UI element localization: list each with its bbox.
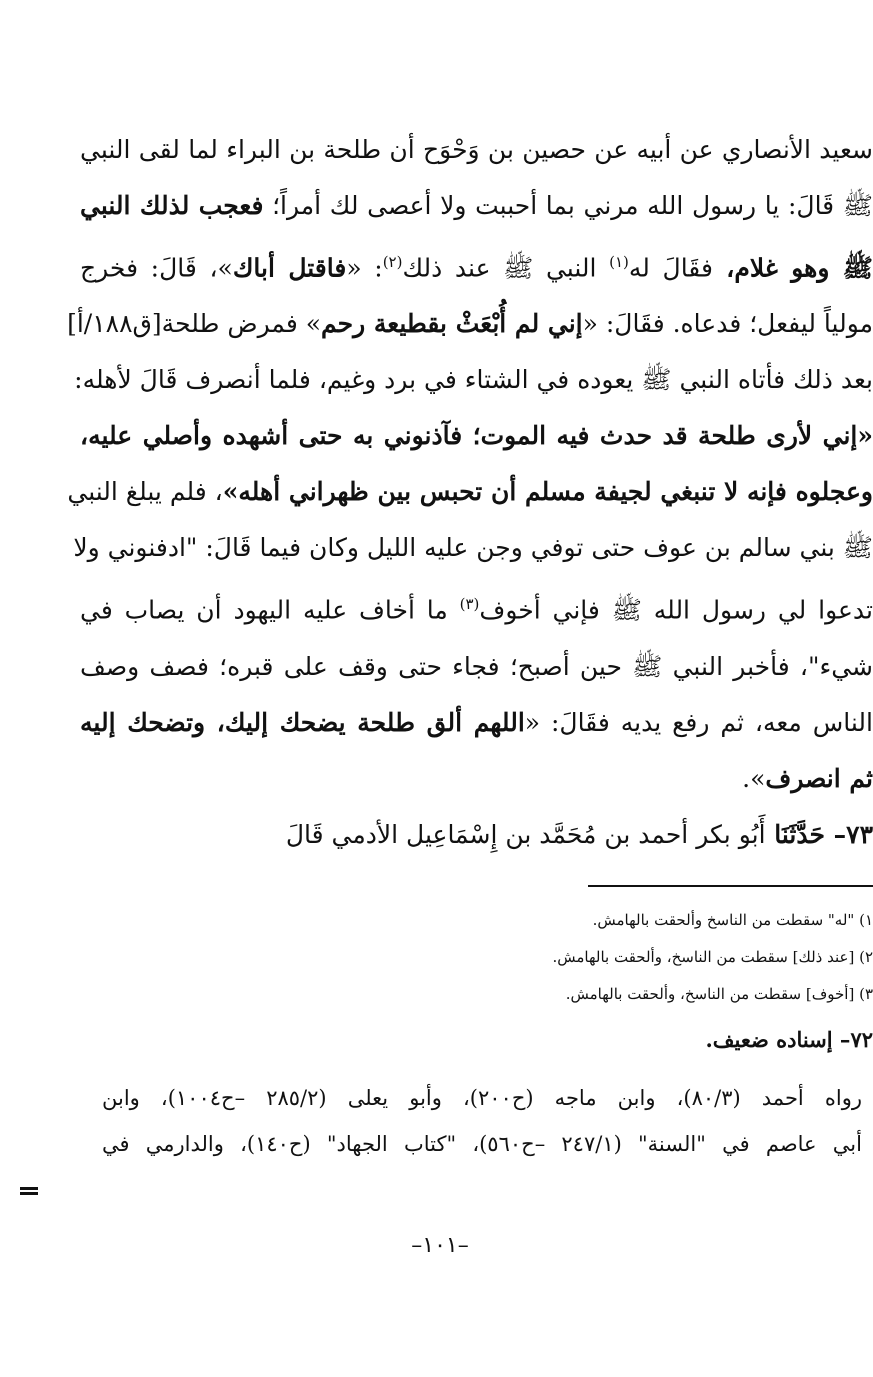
text-run: فقَالَ له: [628, 253, 713, 283]
text-run: : «: [346, 253, 383, 283]
text-run: ثم انصرف: [765, 763, 873, 793]
text-run: أَبُو بكر أحمد بن مُحَمَّد بن إِسْمَاعِيل الأدمي قَالَ: [285, 819, 766, 849]
footnotes: [300, 902, 873, 1013]
text-line: [80, 807, 873, 863]
commentary-heading: ٧٢– إسناده ضعيف.: [705, 1027, 873, 1052]
text-line: [80, 751, 873, 807]
text-run: الناس معه، ثم رفع يديه فقَالَ: «: [524, 707, 873, 737]
text-run: فعجب لذلك النبي: [80, 191, 264, 220]
text-run: سعيد الأنصاري عن أبيه عن حصين بن وَحْوَح أن طلحة بن البراء لما لقى النبي: [80, 135, 873, 164]
text-run: تدعوا لي رسول الله ﷺ فإني أخوف: [479, 595, 873, 625]
text-run: وعجلوه فإنه لا تنبغي لجيفة مسلم أن تحبس بين ظهراني أهله»: [222, 477, 873, 507]
text-run: ﷺ وهو غلام،: [712, 253, 873, 283]
text-run: ما أخاف عليه اليهود أن يصاب في: [80, 595, 460, 625]
footnote-divider: [588, 885, 873, 887]
footnote-ref: (١): [609, 253, 629, 271]
margin-mark: [20, 1187, 38, 1195]
text-line: [74, 352, 873, 408]
text-line: [80, 122, 873, 178]
text-run: » فمرض طلحة[ق١٨٨/أ]: [67, 309, 322, 339]
text-run: ﷺ قَالَ: يا رسول الله مرني بما أحببت ولا أعصى لك أمراً؛: [263, 191, 873, 220]
text-line: [67, 296, 873, 352]
page-number: –١٠١–: [411, 1233, 469, 1258]
commentary-line: أبي عاصم في "السنة" (٢٤٧/١ –ح٥٦٠)، "كتاب الجهاد" (ح١٤٠)، والدارمي في: [102, 1132, 862, 1156]
text-line: [80, 408, 873, 464]
text-run: ٧٣– حَدَّثَنَا: [765, 819, 873, 849]
text-run: «إني لأرى طلحة قد حدث فيه الموت؛ فآذنوني به حتى أشهده وأصلي عليه،: [80, 421, 873, 451]
text-line: [80, 639, 873, 695]
text-run: اللهم ألق طلحة يضحك إليك، وتضحك إليه: [80, 707, 525, 737]
text-run: ، فلم يبلغ النبي: [67, 477, 223, 507]
text-run: بعد ذلك فأتاه النبي ﷺ يعوده في الشتاء في برد وغيم، فلما أنصرف قَالَ لأهله:: [74, 365, 873, 395]
footnote-2: ٢) [عند ذلك] سقطت من الناسخ، وألحقت بالهامش.: [552, 948, 873, 966]
footnote-ref: (٢): [382, 253, 403, 271]
footnote-1: ١) "له" سقطت من الناسخ وألحقت بالهامش.: [592, 911, 873, 929]
footnote-3: ٣) [أخوف] سقطت من الناسخ، وألحقت بالهامش.: [565, 985, 873, 1003]
text-run: إني لم أُبْعَثْ بقطيعة رحم: [321, 309, 583, 339]
commentary-text: [102, 1075, 862, 1167]
text-run: مولياً ليفعل؛ فدعاه. فقَالَ: «: [582, 309, 873, 339]
text-line: [80, 178, 873, 234]
commentary-line: رواه أحمد (٨٠/٣)، وابن ماجه (ح٢٠٠)، وأبو يعلى (٢٨٥/٢ –ح١٠٠٤)، وابن: [102, 1086, 862, 1110]
text-line: [80, 234, 873, 296]
text-run: النبي ﷺ عند ذلك: [402, 253, 610, 283]
text-line: [73, 520, 873, 576]
text-line: [80, 576, 873, 638]
footnote-ref: (٣): [459, 595, 480, 614]
text-run: فاقتل أباك: [232, 253, 347, 283]
text-run: »، قَالَ: فخرج: [80, 253, 233, 283]
main-body-text: [67, 122, 873, 863]
text-line: [67, 464, 873, 520]
text-line: [80, 695, 873, 751]
text-run: ﷺ بني سالم بن عوف حتى توفي وجن عليه الليل وكان فيما قَالَ: "ادفنوني ولا: [73, 533, 873, 563]
text-run: شيء"، فأخبر النبي ﷺ حين أصبح؛ فجاء حتى وقف على قبره؛ فصف وصف: [80, 651, 873, 681]
text-run: ».: [742, 763, 766, 793]
